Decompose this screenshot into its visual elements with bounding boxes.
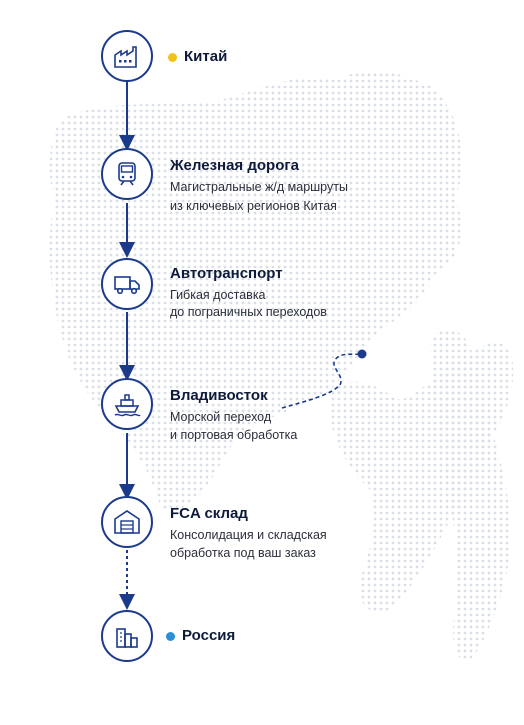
warehouse-icon — [112, 507, 142, 537]
step-warehouse-desc-2: обработка под ваш заказ — [170, 546, 316, 560]
china-dot — [168, 53, 177, 62]
step-warehouse-title: FCA склад — [170, 505, 248, 522]
city-icon — [112, 621, 142, 651]
truck-icon — [112, 269, 142, 299]
step-truck-node — [101, 258, 153, 310]
step-vladivostok-title: Владивосток — [170, 387, 268, 404]
step-railway-desc-2: из ключевых регионов Китая — [170, 199, 337, 213]
step-warehouse-node — [101, 496, 153, 548]
step-russia-node — [101, 610, 153, 662]
step-truck-desc-2: до пограничных переходов — [170, 305, 327, 319]
step-russia-title: Россия — [182, 627, 236, 644]
step-warehouse-desc-1: Консолидация и складская — [170, 528, 327, 542]
step-railway-title: Железная дорога — [170, 157, 299, 174]
step-railway-node — [101, 148, 153, 200]
ship-icon — [112, 389, 142, 419]
step-truck-desc-1: Гибкая доставка — [170, 288, 266, 302]
step-railway-desc-1: Магистральные ж/д маршруты — [170, 180, 348, 194]
step-truck-title: Автотранспорт — [170, 265, 283, 282]
step-vladivostok-desc-1: Морской переход — [170, 410, 272, 424]
step-china-node — [101, 30, 153, 82]
factory-icon — [112, 41, 142, 71]
train-icon — [112, 159, 142, 189]
russia-dot — [166, 632, 175, 641]
step-vladivostok-desc-2: и портовая обработка — [170, 428, 298, 442]
step-vladivostok-node — [101, 378, 153, 430]
step-china-title: Китай — [184, 48, 228, 65]
